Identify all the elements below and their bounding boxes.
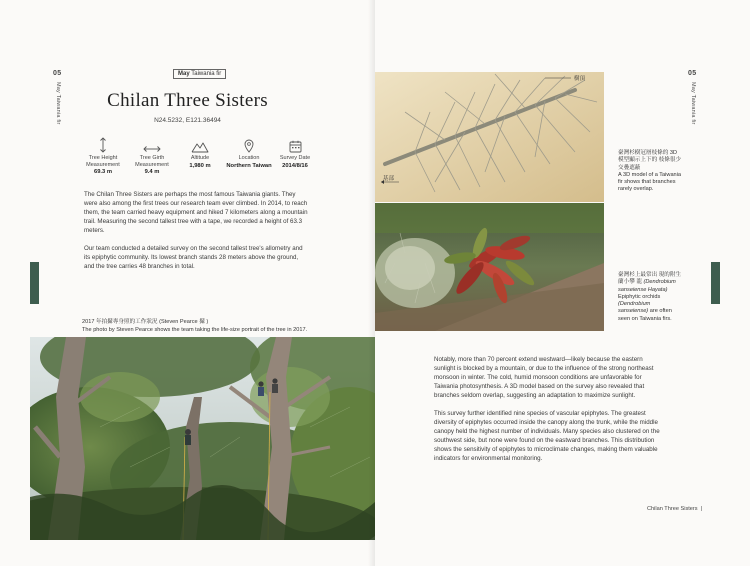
page-number: 05 [53, 70, 62, 77]
caption-orchid-zh: 臺灣杉上最常出 現的附生蘭小攀 龍 (Dendrobium sanseiense Hayata) [618, 272, 682, 293]
calendar-icon [270, 135, 320, 153]
caption-3d-model-zh: 臺灣杉樹冠層枝條的 3D 模型顯示上下的 枝條很少交疊遮蔽 [618, 150, 682, 171]
stat-label: Tree Height Measurement [86, 155, 120, 168]
caption-3d-model-en: A 3D model of a Taiwania fir shows that branches rarely overlap. [618, 171, 682, 193]
vertical-running-header: May Taiwania fir [55, 82, 61, 125]
caption-3d-model [618, 150, 682, 194]
mountain-icon [175, 135, 225, 153]
survey-text-block [434, 355, 662, 472]
intro-text-block [84, 190, 310, 280]
epiphytic-orchid-photo [375, 203, 604, 331]
section-tag-month: May [178, 71, 190, 77]
diagram-label-treetop: 樹頂 [574, 76, 586, 82]
stat-value: 9.4 m [144, 169, 160, 175]
stat-label: Tree Girth Measurement [135, 155, 169, 168]
photo-caption-zh: 2017 年拍攝專身照的工作狀況 (Steven Pearce 攝 ) [82, 319, 209, 325]
paragraph: The Chilan Three Sisters are perhaps the most famous Taiwania giants. They were also among the first trees our research team ever climbed. In 2014, to reach them, the team carried heavy equipment and hiked 7 kilometers along a mountain trail. Measuring the second tallest tree with a tape, we recorded a height of 63.3 meters. [84, 191, 308, 234]
page-title: Chilan Three Sisters [107, 90, 268, 111]
stat-value: 2014/8/16 [282, 162, 308, 169]
section-tag [173, 69, 226, 79]
stat-label: Location [238, 155, 260, 161]
height-arrows-icon [78, 135, 128, 153]
stat-value: 69.3 m [93, 169, 113, 175]
paragraph: Our team conducted a detailed survey on the second tallest tree's allometry and its epiphytic community. Its lowest branch stands 28 meters above the ground, and the tree carries 48 branches in total. [84, 245, 303, 270]
stat-tree-girth [127, 135, 177, 175]
stat-tree-height [78, 135, 128, 175]
tree-stats-row [78, 135, 318, 181]
section-tab-marker [711, 262, 720, 304]
paragraph: This survey further identified nine species of vascular epiphytes. The greatest diversity of epiphytes occurred inside the canopy along the trunk, while the middle canopy held the highest number of individuals. Many species also clustered on the southwest side, but none were found on the eastward branches. This distribution shows the sensitivity of epiphytes to microclimate changes, making them valuable indicators for environmental monitoring. [434, 410, 660, 462]
photo-caption [82, 318, 307, 334]
section-tab-marker [30, 262, 39, 304]
tree-climbing-photo [30, 337, 375, 540]
running-footer: Chilan Three Sisters | [647, 506, 703, 512]
vertical-running-header: May Taiwania fir [690, 82, 696, 125]
gps-coordinates: N24.5232, E121.36494 [154, 117, 221, 124]
caption-orchid-en: Epiphytic orchids (Dendrobium sanseiense) are often seen on Taiwania firs. [618, 293, 672, 322]
page-number: 05 [688, 70, 697, 77]
stat-value: Northern Taiwan [226, 162, 272, 169]
location-pin-icon [221, 135, 277, 153]
branch-3d-model-image [375, 72, 604, 202]
section-tag-species: Taiwania fir [191, 71, 222, 77]
stat-value: 1,980 m [189, 162, 211, 169]
stat-survey-date [270, 135, 320, 169]
stat-location [221, 135, 277, 169]
caption-orchid [618, 272, 682, 323]
stat-label: Altitude [190, 155, 210, 161]
stat-altitude [175, 135, 225, 169]
paragraph: Notably, more than 70 percent extend westward—likely because the eastern sunlight is blocked by a mountain, or due to the influence of the strong northeast monsoon in winter. The cold, humid monsoon conditions are unfavorable for Taiwania photosynthesis. A 3D model based on the survey also revealed that branches seldom overlap, suggesting an adaptation to maximize sunlight. [434, 356, 654, 399]
right-page [375, 0, 750, 566]
photo-caption-en: The photo by Steven Pearce shows the team taking the life-size portrait of the tree in 2017. [82, 327, 308, 333]
girth-arrows-icon [127, 135, 177, 153]
diagram-label-base: 基部 [383, 176, 395, 182]
stat-label: Survey Date [279, 155, 311, 161]
